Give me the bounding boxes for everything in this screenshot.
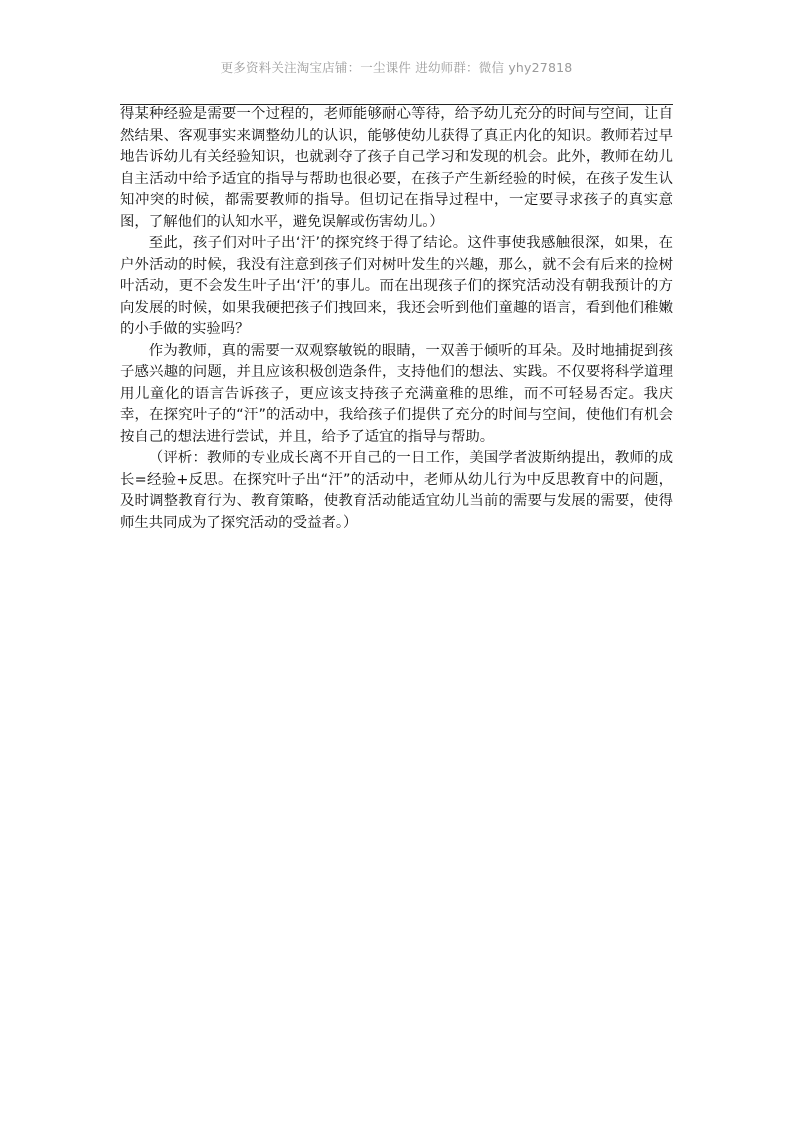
paragraph: （评析：教师的专业成长离不开自己的一日工作，美国学者波斯纳提出，教师的成长=经验+反思。在探究叶子出“汗”的活动中，老师从幼儿行为中反思教育中的问题，及时调整教育行为、教育策略，使教育活动能适宜幼儿当前的需要与发展的需要，使得师生共同成为了探究活动的受益者。）	[120, 450, 673, 531]
paragraph: 至此，孩子们对叶子出‘汗’的探究终于得了结论。这件事使我感触很深，如果，在户外活动的时候，我没有注意到孩子们对树叶发生的兴趣，那么，就不会有后来的捡树叶活动，更不会发生叶子出‘汗’的事儿。而在出现孩子们的探究活动没有朝我预计的方向发展的时候，如果我硬把孩子们拽回来，我还会听到他们童趣的语言，看到他们稚嫩的小手做的实验吗？	[120, 235, 673, 337]
paragraph: 作为教师，真的需要一双观察敏锐的眼睛，一双善于倾听的耳朵。及时地捕捉到孩子感兴趣的问题，并且应该积极创造条件，支持他们的想法、实践。不仅要将科学道理用儿童化的语言告诉孩子，更应该支持孩子充满童稚的思维，而不可轻易否定。我庆幸，在探究叶子的“汗”的活动中，我给孩子们提供了充分的时间与空间，使他们有机会按自己的想法进行尝试，并且，给予了适宜的指导与帮助。	[120, 342, 673, 445]
paragraph: 得某种经验是需要一个过程的，老师能够耐心等待，给予幼儿充分的时间与空间，让自然结果、客观事实来调整幼儿的认识，能够使幼儿获得了真正内化的知识。教师若过早地告诉幼儿有关经验知识，也就剥夺了孩子自己学习和发现的机会。此外，教师在幼儿自主活动中给予适宜的指导与帮助也很必要，在孩子产生新经验的时候，在孩子发生认知冲突的时候，都需要教师的指导。但切记在指导过程中，一定要寻求孩子的真实意图，了解他们的认知水平，避免误解或伤害幼儿。）	[120, 106, 673, 230]
document-body	[120, 104, 673, 534]
page-header: 更多资料关注淘宝店铺：一尘课件 进幼师群：微信 yhy27818	[220, 60, 573, 75]
